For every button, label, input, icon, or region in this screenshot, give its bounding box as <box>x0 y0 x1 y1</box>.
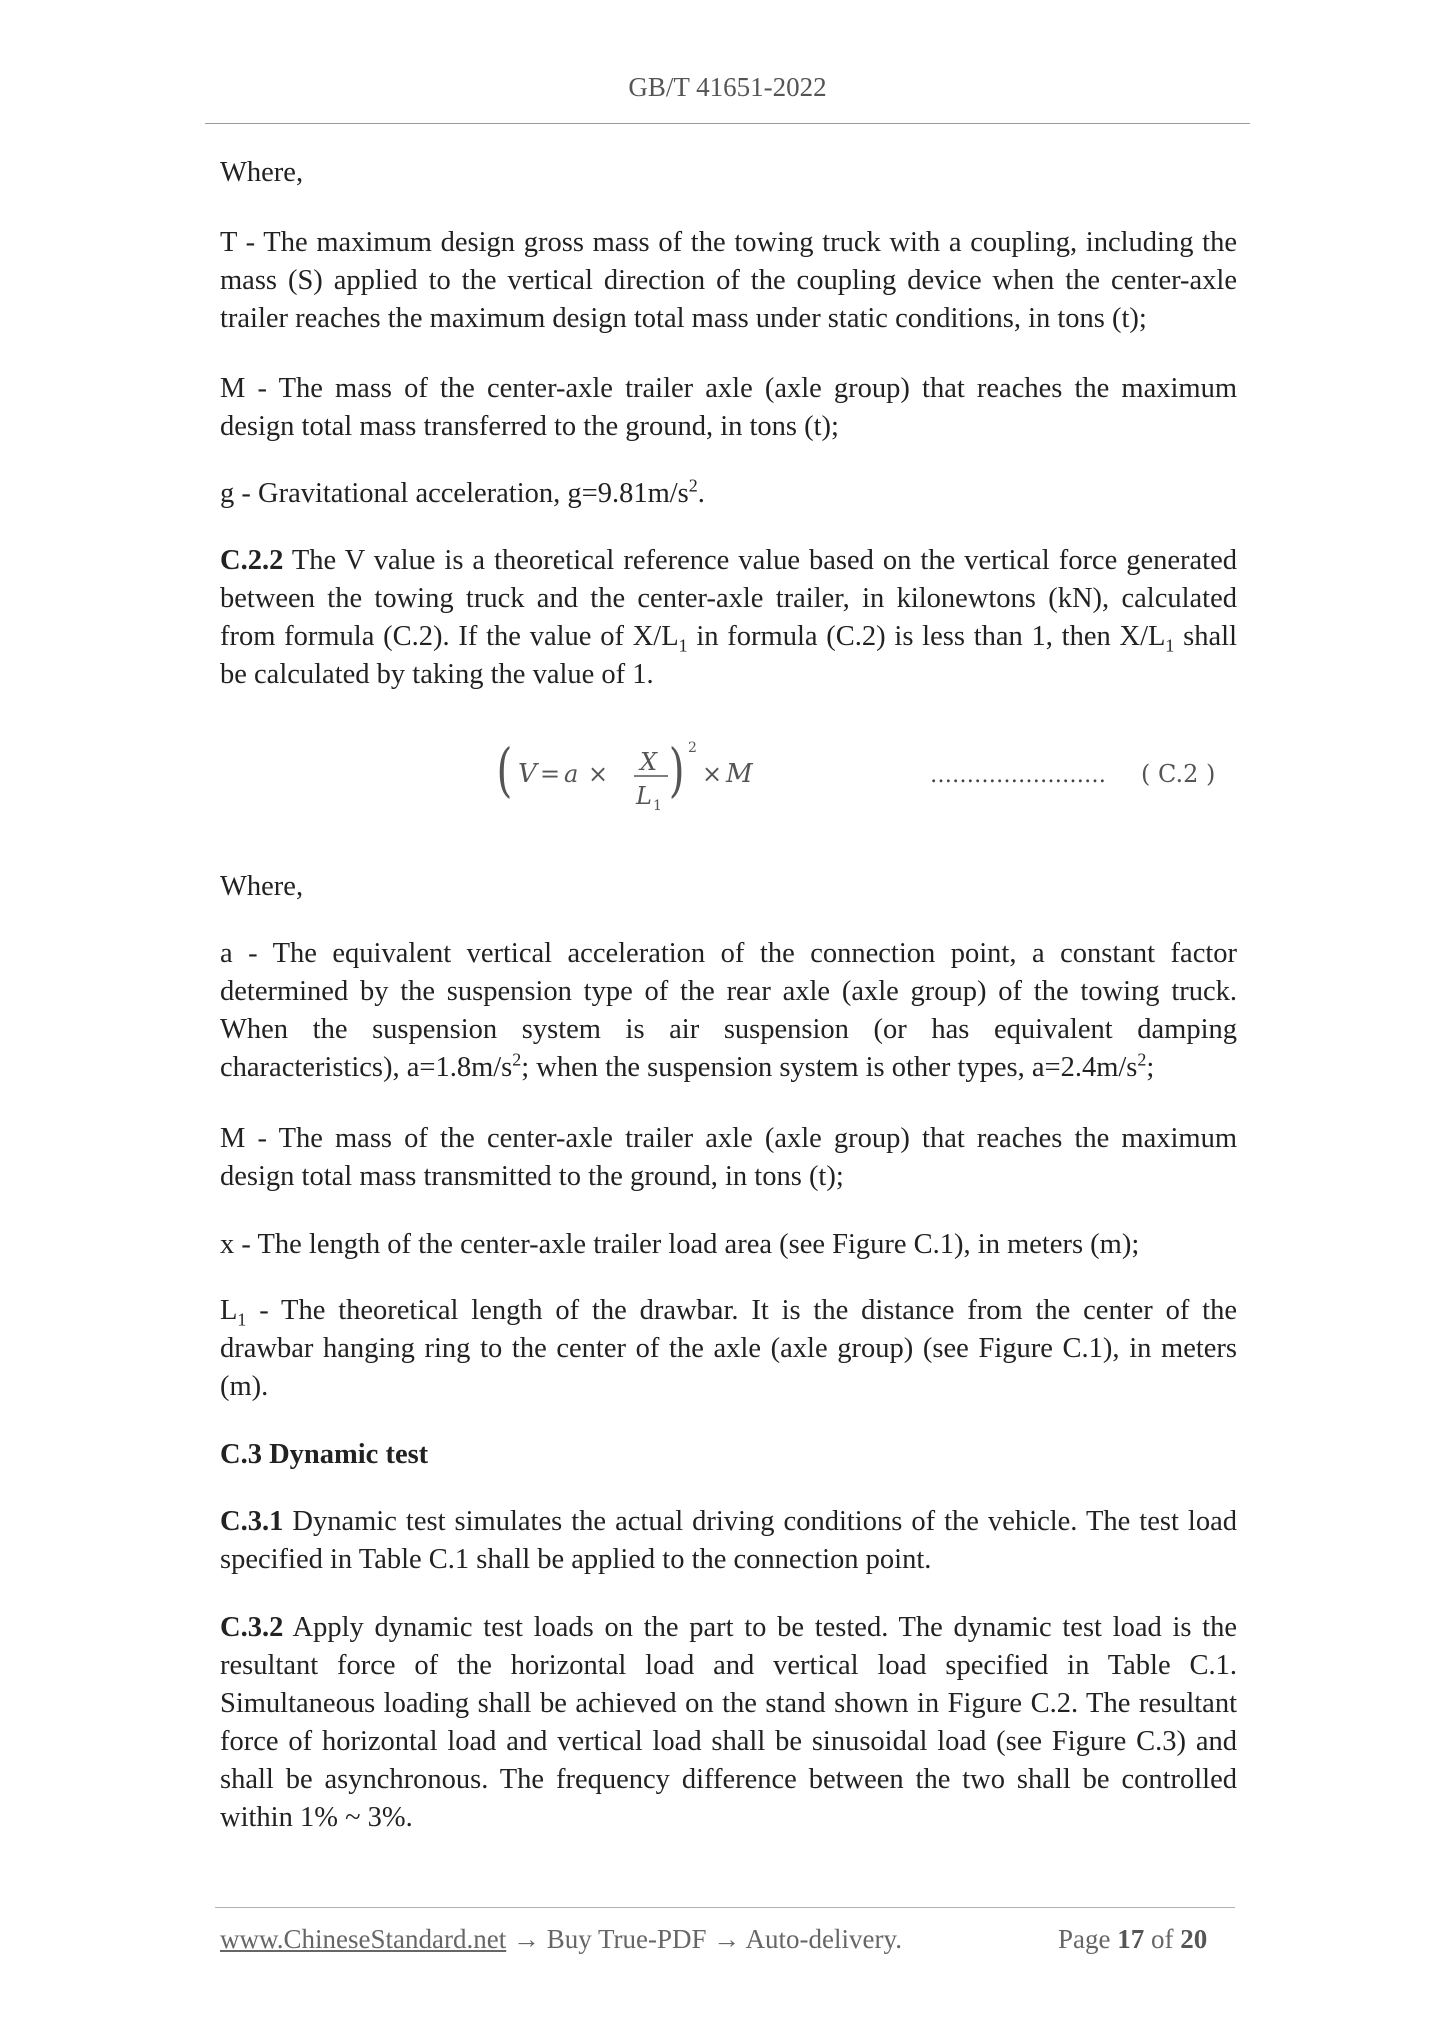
clause-number: C.2.2 <box>220 545 284 576</box>
formula-denominator-sub: 1 <box>653 798 662 814</box>
footer-links <box>220 1924 902 1955</box>
m-definition-2: M - The mass of the center-axle trailer axle (axle group) that reaches the maximum design total mass transmitted to the ground, in tons (t); <box>220 1123 1237 1192</box>
arrow-icon: → <box>713 1924 741 1954</box>
formula-a: a <box>564 760 579 788</box>
formula-m: M <box>726 759 753 789</box>
where-label-1: Where, <box>220 157 304 188</box>
footer-divider <box>215 1907 1235 1908</box>
formula-graphic <box>220 730 1237 820</box>
header-divider <box>205 123 1250 124</box>
formula-left-paren: ( <box>496 736 513 804</box>
formula-lhs: V <box>518 759 537 789</box>
formula-equals: = <box>540 760 561 788</box>
formula-label: ( C.2 ) <box>1141 760 1216 788</box>
formula-denominator: L <box>636 782 652 810</box>
formula-times-2: × <box>702 760 723 788</box>
document-id-header: GB/T 41651-2022 <box>628 72 827 102</box>
clause-c22: C.2.2 The V value is a theoretical reference value based on the vertical force generated between the towing truck and the center-axle trailer, in kilonewtons (kN), calculated from formula (C.2). If the value of $X/L_1$ in formula (C.2) is less than 1, then $X/L_1$ shall be calculated by taking the value of 1. <box>220 545 1237 690</box>
where-label-2: Where, <box>220 871 304 902</box>
auto-delivery-text: Auto-delivery. <box>745 1924 902 1954</box>
page-number: Page 17 of 20 <box>1058 1924 1208 1954</box>
clause-number: C.3.1 <box>220 1506 284 1537</box>
l1-definition: $L_1$ - The theoretical length of the drawbar. It is the distance from the center of the drawbar hanging ring to the center of the axle (axle group) (see Figure C.1), in meters (m). <box>220 1295 1237 1402</box>
m-definition-1: M - The mass of the center-axle trailer axle (axle group) that reaches the maximum design total mass transferred to the ground, in tons (t); <box>220 373 1237 442</box>
formula-leader-dots: …………………… <box>930 763 1106 788</box>
section-heading-c3: C.3 Dynamic test <box>220 1439 429 1470</box>
clause-c31: C.3.1 Dynamic test simulates the actual driving conditions of the vehicle. The test load specified in Table C.1 shall be applied to the connection point. <box>220 1506 1237 1575</box>
total-pages: 20 <box>1180 1924 1208 1954</box>
a-definition: a - The equivalent vertical acceleration of the connection point, a constant factor determined by the suspension type of the rear axle (axle group) of the towing truck. When the suspension system is air suspension (or has equivalent damping characteristics), $a=1.8m/s^2$; when the suspension system is other types, $a=2.4m/s^2$; <box>220 938 1237 1083</box>
g-definition: g - Gravitational acceleration, $g=9.81m/s^2$. <box>220 475 705 509</box>
formula-right-paren: ) <box>668 736 685 804</box>
t-definition: T - The maximum design gross mass of the towing truck with a coupling, including the mass (S) applied to the vertical direction of the coupling device when the center-axle trailer reaches the maximum design total mass under static conditions, in tons (t); <box>220 227 1237 334</box>
arrow-icon: → <box>512 1924 540 1954</box>
clause-c32: C.3.2 Apply dynamic test loads on the part to be tested. The dynamic test load is the resultant force of the horizontal load and vertical load specified in Table C.1. Simultaneous loading shall be achieved on the stand shown in Figure C.2. The resultant force of horizontal load and vertical load shall be sinusoidal load (see Figure C.3) and shall be asynchronous. The frequency difference between the two shall be controlled within 1% ~ 3%. <box>220 1612 1237 1833</box>
clause-number: C.3.2 <box>220 1612 284 1643</box>
buy-pdf-text: Buy True-PDF <box>546 1924 707 1954</box>
site-link[interactable]: www.ChineseStandard.net <box>220 1924 507 1954</box>
formula-c2 <box>220 730 1237 820</box>
formula-exponent: 2 <box>688 740 697 756</box>
current-page: 17 <box>1117 1924 1145 1954</box>
formula-times-1: × <box>588 760 609 788</box>
formula-numerator: X <box>640 748 658 776</box>
x-definition: x - The length of the center-axle trailer load area (see Figure C.1), in meters (m); <box>220 1229 1140 1260</box>
